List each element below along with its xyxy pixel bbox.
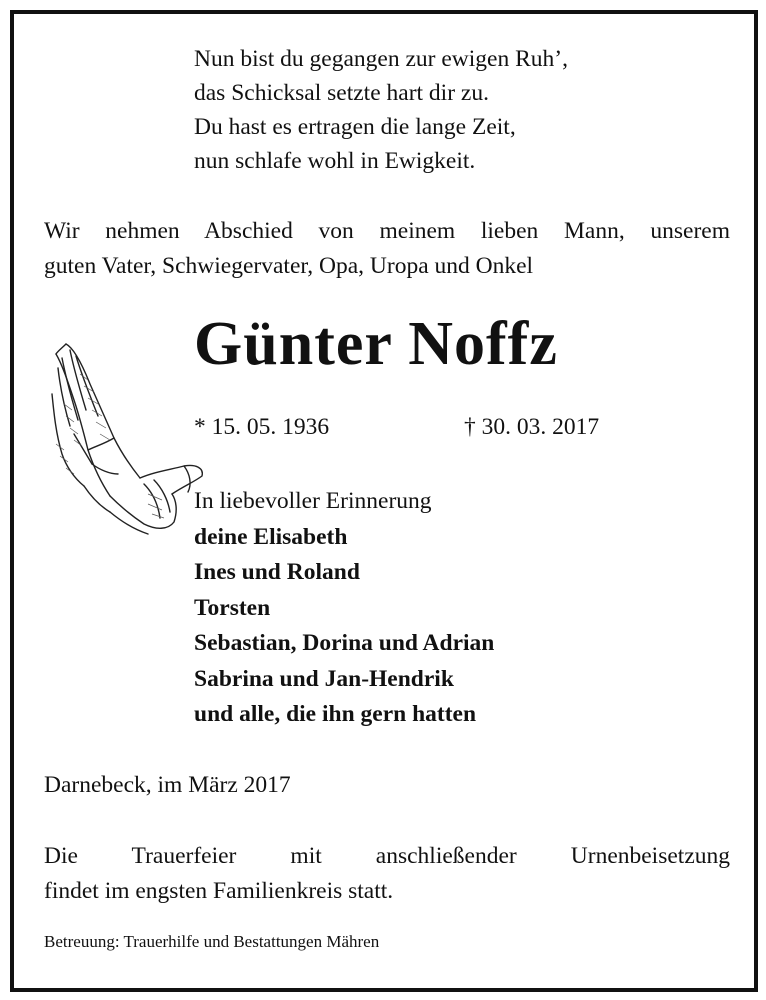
ceremony-line: Die Trauerfeier mit anschließender Urnenbeisetzung <box>44 843 730 869</box>
verse-line: Nun bist du gegangen zur ewigen Ruh’, <box>194 46 568 72</box>
mourner-line: deine Elisabeth <box>194 523 348 550</box>
mourner-line: Torsten <box>194 594 271 621</box>
mourner-line: und alle, die ihn gern hatten <box>194 701 477 727</box>
ceremony-note <box>44 839 730 909</box>
ceremony-line: findet im engsten Familienkreis statt. <box>44 878 394 904</box>
memory-heading: In liebevoller Erinnerung <box>194 488 432 514</box>
praying-hands-icon <box>44 334 209 539</box>
deceased-name: Günter Noffz <box>194 310 558 378</box>
birth-date: * 15. 05. 1936 <box>194 414 330 440</box>
mourners-block <box>194 484 494 733</box>
verse <box>194 42 568 178</box>
mourner-line: Sebastian, Dorina und Adrian <box>194 630 495 656</box>
farewell-line: guten Vater, Schwiegervater, Opa, Uropa und Onkel <box>44 253 534 279</box>
place-date: Darnebeck, im März 2017 <box>44 772 291 798</box>
verse-line: nun schlafe wohl in Ewigkeit. <box>194 148 476 174</box>
farewell-line: Wir nehmen Abschied von meinem lieben Mann, unserem <box>44 218 730 244</box>
death-date: † 30. 03. 2017 <box>464 414 600 440</box>
mourner-line: Ines und Roland <box>194 559 360 585</box>
mourner-line: Sabrina und Jan-Hendrik <box>194 665 454 692</box>
care-note: Betreuung: Trauerhilfe und Bestattungen Mähren <box>44 932 380 951</box>
farewell-text <box>44 214 730 284</box>
verse-line: Du hast es ertragen die lange Zeit, <box>194 114 516 140</box>
obituary-frame <box>10 10 758 992</box>
life-dates <box>194 414 600 441</box>
verse-line: das Schicksal setzte hart dir zu. <box>194 80 489 106</box>
